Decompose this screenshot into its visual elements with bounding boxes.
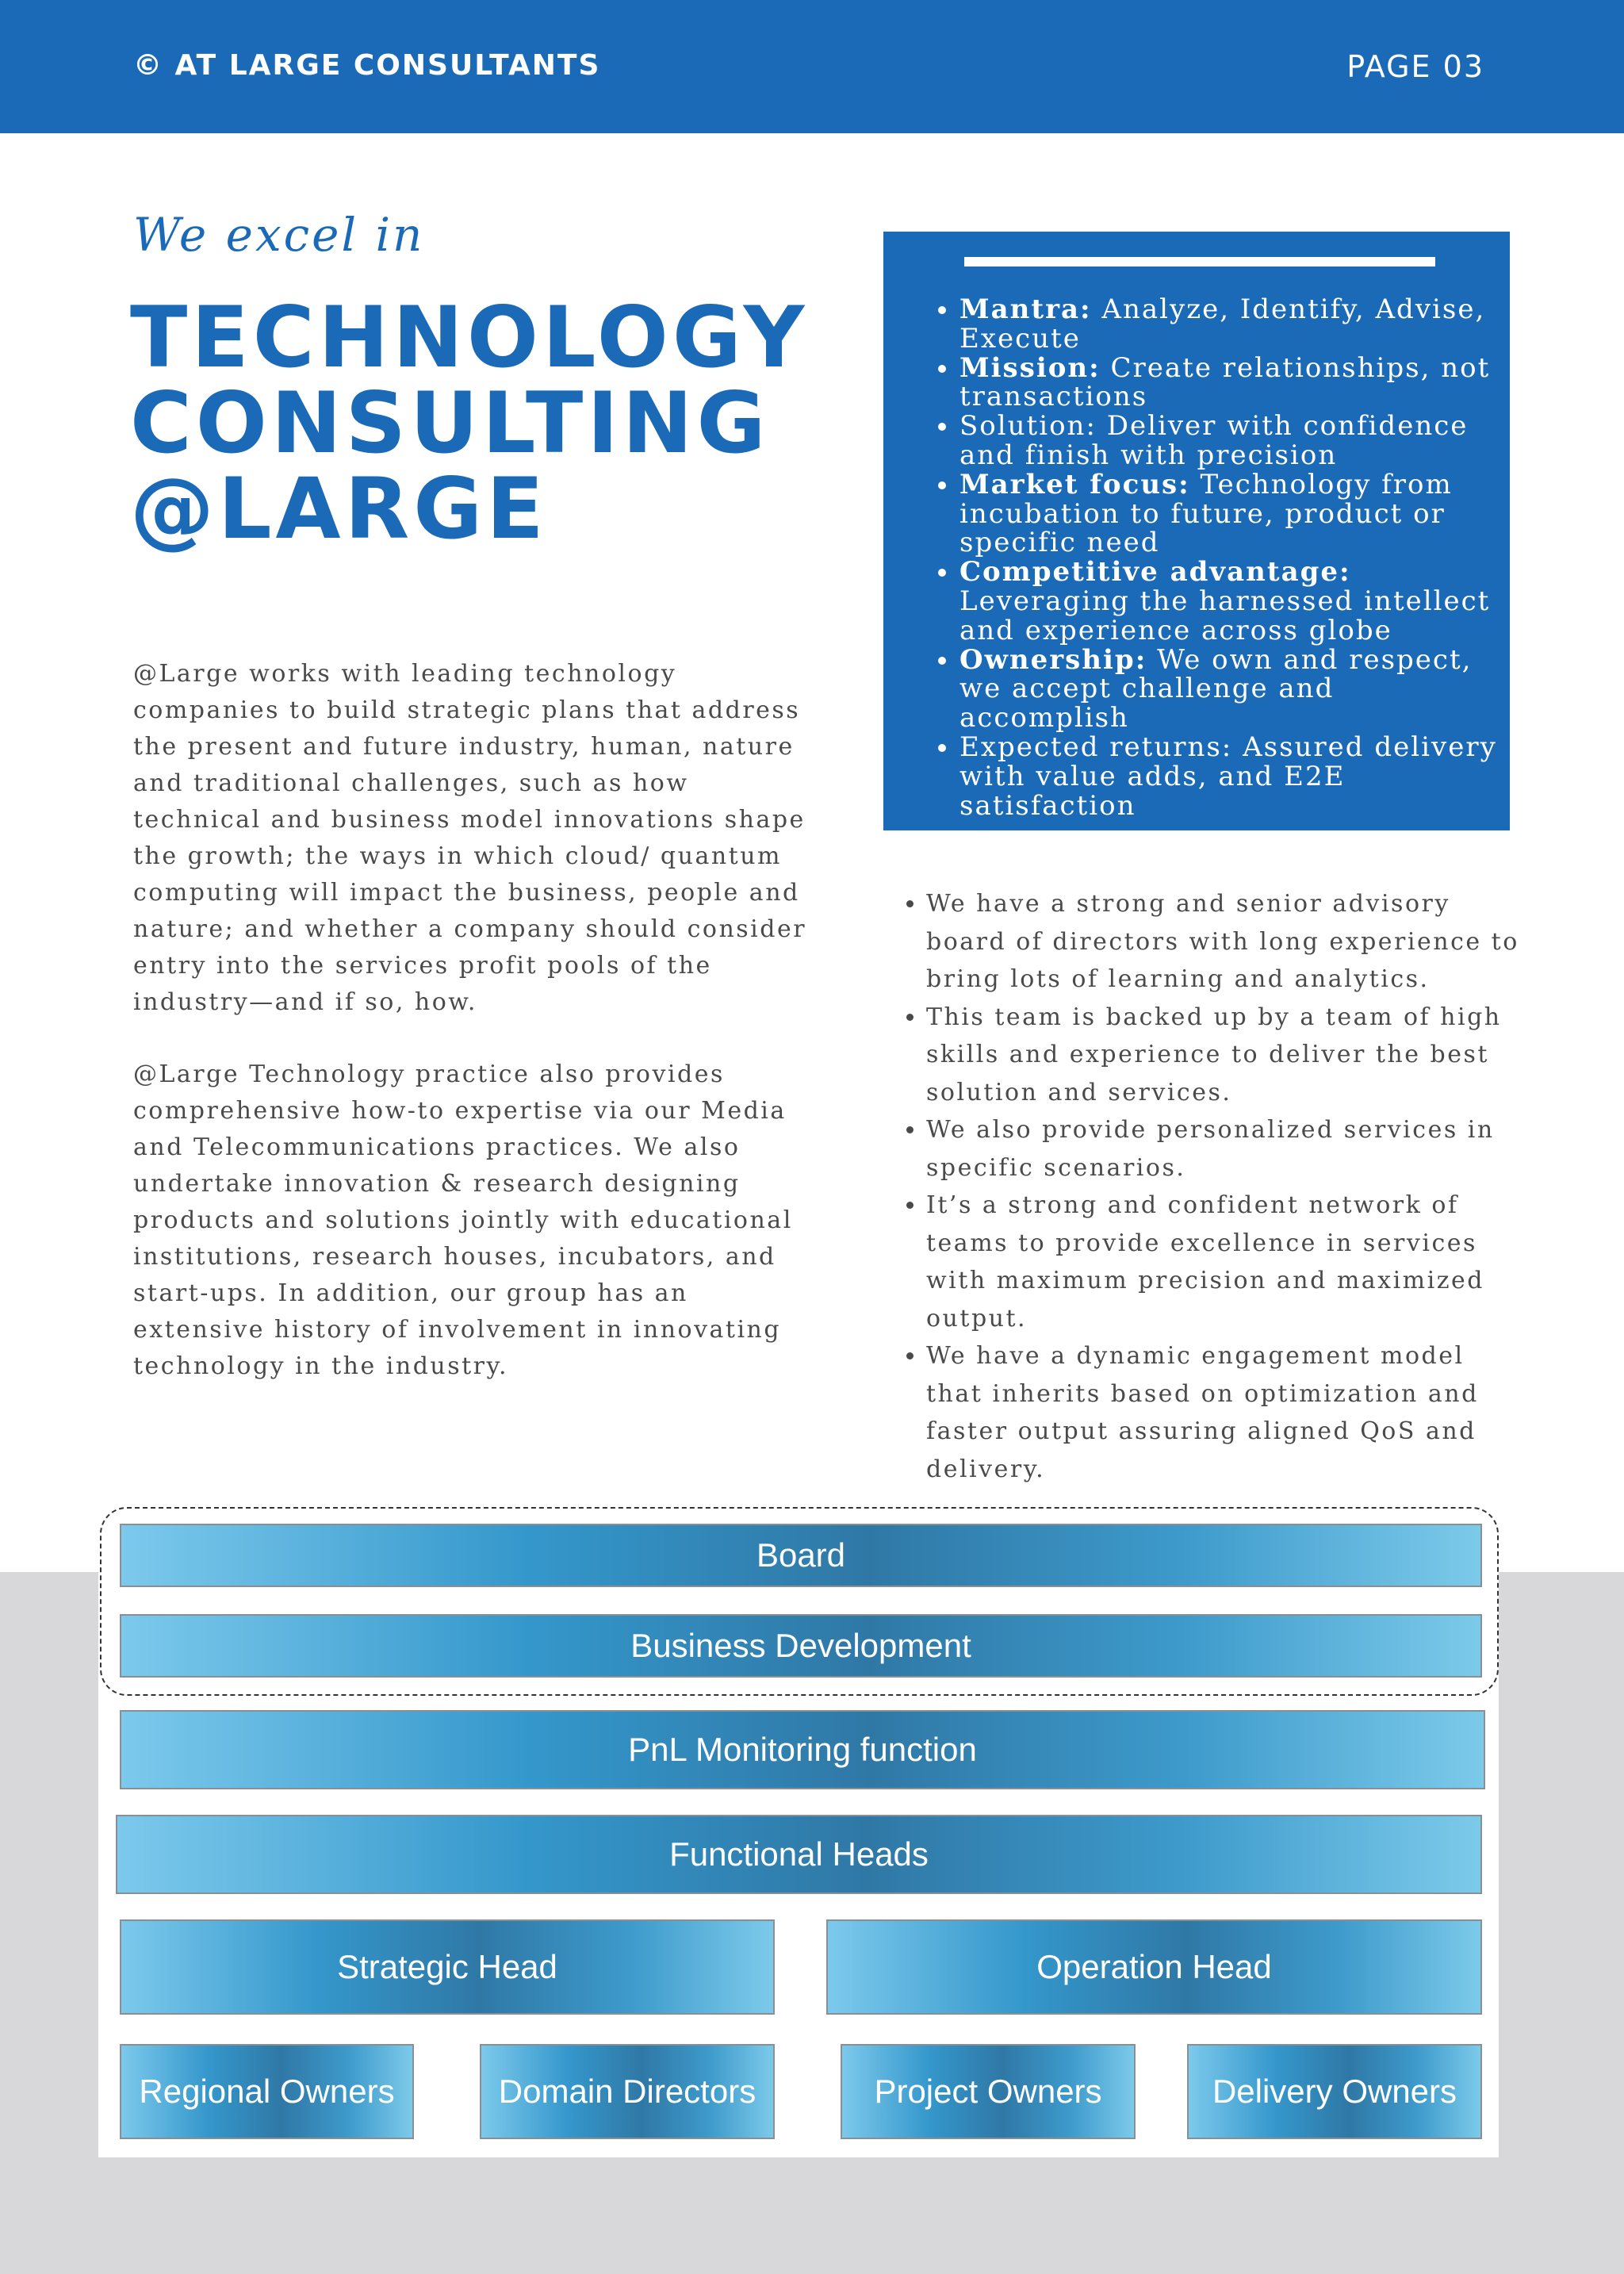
org-box-delivery-owners: Delivery Owners [1187,2044,1482,2139]
highlight-label: Market focus: [959,468,1190,500]
list-item [959,351,1499,413]
list-item: • We have a dynamic engagement model that inherits based on optimization and faster output assuring aligned QoS and delivery. [926,1337,1519,1488]
list-item [959,470,1499,558]
page-number: PAGE 03 [1346,49,1484,84]
highlight-label: Competitive advantage: [959,556,1351,589]
highlight-text: Create relationships, not transactions [959,351,1491,413]
list-item: • This team is backed up by a team of high skills and experience to deliver the best solution and services. [926,999,1519,1112]
intro-paragraph-2: @Large Technology practice also provides comprehensive how-to expertise via our Media and Telecommunications practices. We also undertake innovation & research designing products and solutions jointly with educational institutions, research houses, incubators, and start-ups. In addition, our group has an extensive history of involvement in innovating technology in the industry. [133,1060,793,1380]
title-line: TECHNOLOGY [130,289,809,386]
list-item: • It’s a strong and confident network of teams to provide excellence in services with maximum precision and maximized output. [926,1187,1519,1337]
highlight-text: Analyze, Identify, Advise, Execute [959,293,1486,355]
title-line: @LARGE [130,460,548,558]
org-box-domain-directors: Domain Directors [480,2044,775,2139]
highlight-text: We own and respect, we accept challenge and accomplish [959,643,1473,734]
highlights-box [883,232,1510,830]
title-line: CONSULTING [130,374,770,472]
divider [964,257,1435,267]
list-item [959,412,1499,470]
page-title [130,289,809,558]
highlight-text: Technology from incubation to future, product or specific need [959,468,1453,559]
strengths-list [885,885,1519,1488]
hero-kicker: We excel in [133,208,425,262]
page-header [0,0,1624,133]
org-box-business-development: Business Development [120,1614,1482,1678]
org-box-board: Board [120,1524,1482,1587]
list-item: • We also provide personalized services in specific scenarios. [926,1111,1519,1187]
org-box-regional-owners: Regional Owners [120,2044,414,2139]
org-box-pnl-monitoring: PnL Monitoring function [120,1710,1485,1789]
org-box-operation-head: Operation Head [826,1919,1482,2015]
highlight-text: Leveraging the harnessed intellect and experience across globe [959,585,1491,646]
highlight-label: Ownership: [959,643,1147,676]
org-box-strategic-head: Strategic Head [120,1919,775,2015]
list-item [959,643,1499,734]
highlights-list [959,295,1499,820]
org-box-functional-heads: Functional Heads [116,1815,1482,1894]
list-item: • We have a strong and senior advisory board of directors with long experience to bring lots of learning and analytics. [926,885,1519,999]
list-item [959,558,1499,645]
org-box-project-owners: Project Owners [841,2044,1136,2139]
intro-paragraph-1: @Large works with leading technology companies to build strategic plans that address the present and future industry, human, nature and traditional challenges, such as how technical and business model innovations shape the growth; the ways in which cloud/ quantum computing will impact the business, people and nature; and whether a company should consider entry into the services profit pools of the industry—and if so, how. [133,660,807,1016]
highlight-text: Expected returns: Assured delivery with value adds, and E2E satisfaction [959,731,1497,822]
list-item [959,733,1499,820]
highlight-label: Mantra: [959,293,1092,325]
brand-name: © AT LARGE CONSULTANTS [133,49,601,82]
list-item [959,295,1499,354]
highlight-text: Solution: Deliver with confidence and finish with precision [959,410,1469,471]
highlight-label: Mission: [959,351,1101,384]
